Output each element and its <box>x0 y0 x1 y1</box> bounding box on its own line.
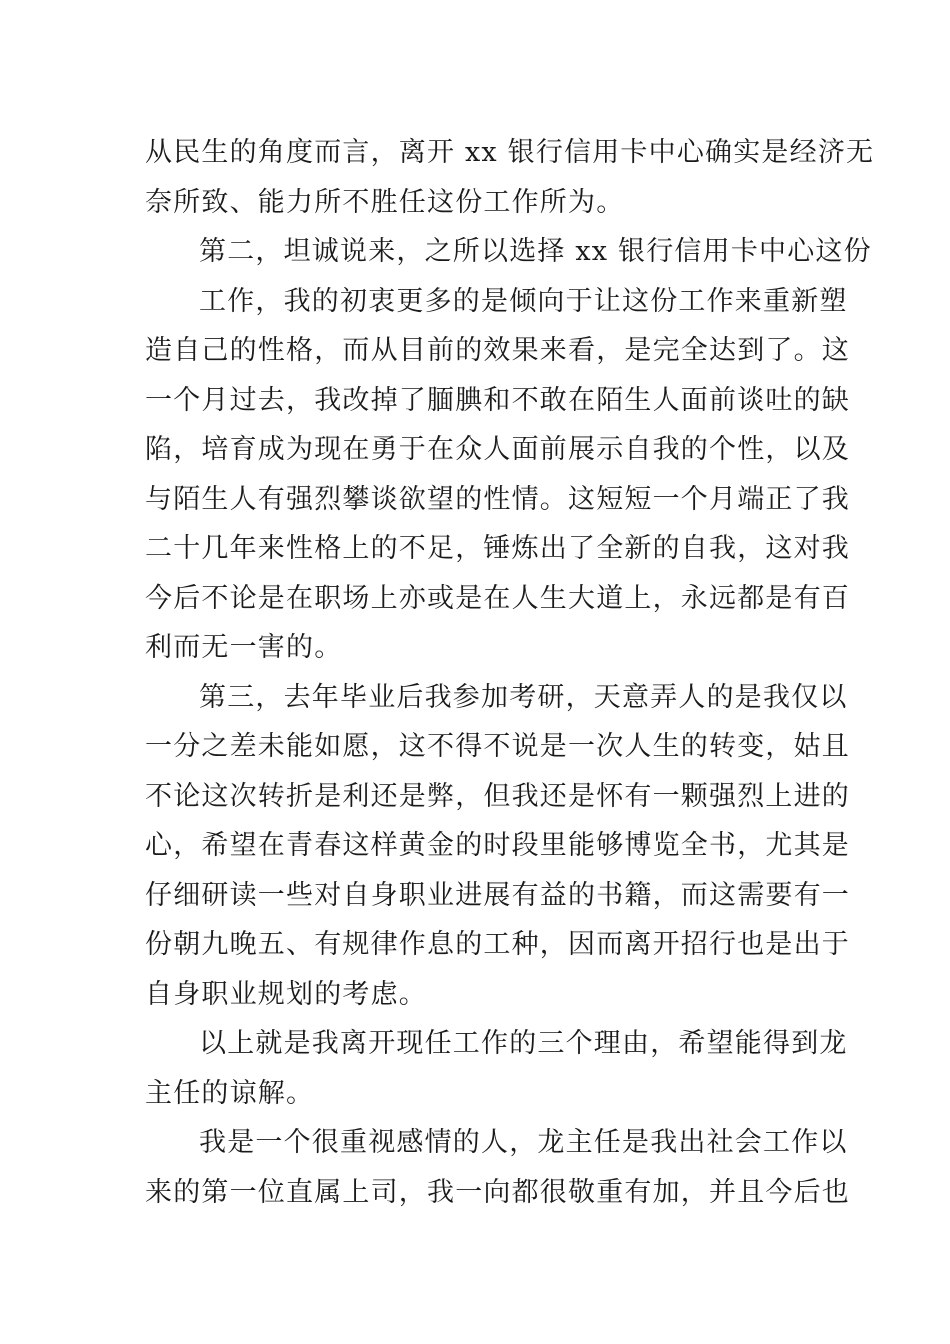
text-line: 造自己的性格，而从目前的效果来看，是完全达到了。这 <box>145 335 850 366</box>
document-body <box>145 128 875 1217</box>
text-line: 陷，培育成为现在勇于在众人面前展示自我的个性，以及 <box>145 434 850 465</box>
text-line: 奈所致、能力所不胜任这份工作所为。 <box>145 186 625 218</box>
text-line: 一分之差未能如愿，这不得不说是一次人生的转变，姑且 <box>145 731 850 762</box>
text-line: 心，希望在青春这样黄金的时段里能够博览全书，尤其是 <box>145 830 850 861</box>
text-line: 二十几年来性格上的不足，锤炼出了全新的自我，这对我 <box>145 533 850 564</box>
text-line: 自身职业规划的考虑。 <box>145 978 427 1010</box>
paragraph-start-line: 我是一个很重视感情的人，龙主任是我出社会工作以 <box>199 1127 848 1158</box>
text-line: 今后不论是在职场上亦或是在人生大道上，永远都是有百 <box>145 582 850 614</box>
paragraph-start-line: 第二，坦诚说来，之所以选择 xx 银行信用卡中心这份 <box>199 236 872 267</box>
text-line: 份朝九晚五、有规律作息的工种，因而离开招行也是出于 <box>145 929 850 960</box>
paragraph-start-line: 第三，去年毕业后我参加考研，天意弄人的是我仅以 <box>199 681 848 713</box>
text-line: 与陌生人有强烈攀谈欲望的性情。这短短一个月端正了我 <box>145 483 850 515</box>
text-line: 不论这次转折是利还是弊，但我还是怀有一颗强烈上进的 <box>145 780 850 812</box>
text-line: 一个月过去，我改掉了腼腆和不敢在陌生人面前谈吐的缺 <box>145 384 850 416</box>
text-line: 仔细研读一些对自身职业进展有益的书籍，而这需要有一 <box>145 879 850 911</box>
text-line: 主任的谅解。 <box>145 1077 315 1109</box>
text-line: 工作，我的初衷更多的是倾向于让这份工作来重新塑 <box>199 285 848 317</box>
text-line: 从民生的角度而言，离开 xx 银行信用卡中心确实是经济无 <box>145 137 875 168</box>
text-line: 来的第一位直属上司，我一向都很敬重有加，并且今后也 <box>145 1176 850 1208</box>
text-line: 利而无一害的。 <box>145 632 343 663</box>
paragraph-start-line: 以上就是我离开现任工作的三个理由，希望能得到龙 <box>199 1028 848 1059</box>
